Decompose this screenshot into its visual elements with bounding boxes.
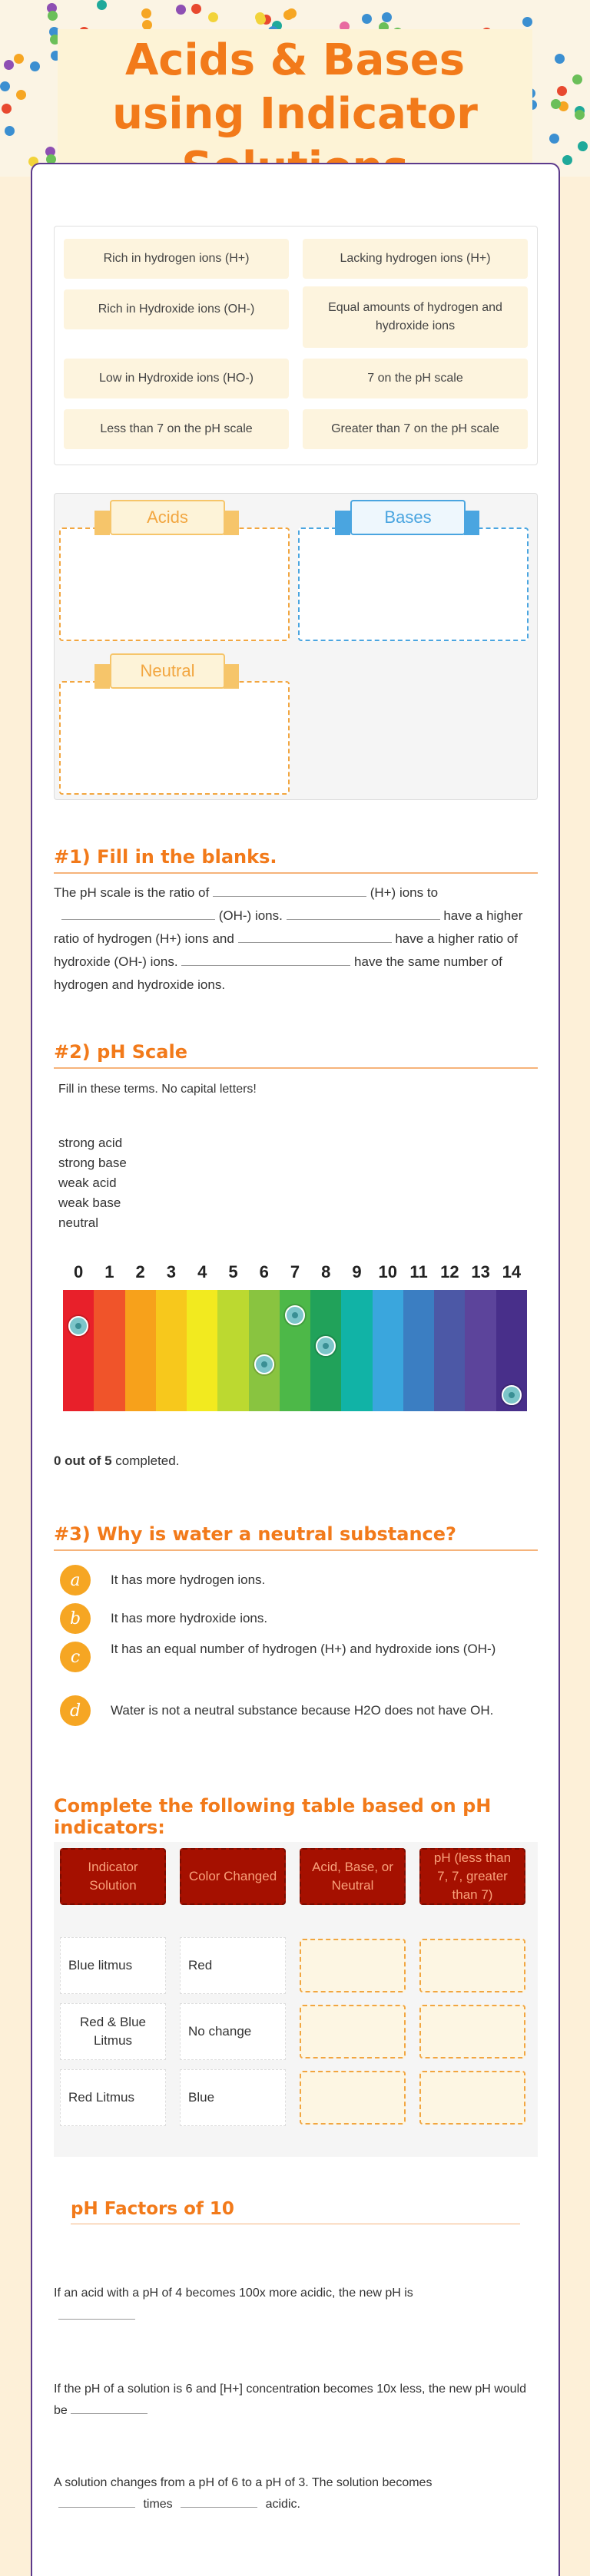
confetti-dot [141, 8, 151, 18]
table-drop-cell[interactable] [419, 2005, 525, 2058]
option-badge: b [60, 1603, 91, 1634]
q1-text: (OH-) ions. [218, 908, 283, 923]
scale-number: 1 [104, 1262, 114, 1281]
q5-text: If an acid with a pH of 4 becomes 100x more acidic, the new pH is [54, 2287, 413, 2300]
scale-segment[interactable] [187, 1290, 218, 1411]
acids-ribbon [94, 500, 240, 538]
q1-blank-2[interactable] [61, 906, 215, 920]
scale-segment[interactable] [125, 1290, 157, 1411]
q4-title: Complete the following table based on pH indicators: [54, 1795, 538, 1844]
term-item[interactable]: weak base [58, 1195, 121, 1210]
q2-score-suffix: completed. [111, 1453, 180, 1468]
scale-number: 9 [352, 1262, 362, 1281]
q5-question-3 [54, 2472, 538, 2515]
q1-blank-1[interactable] [213, 883, 366, 897]
table-header: Acid, Base, or Neutral [300, 1848, 406, 1905]
scale-segment[interactable] [249, 1290, 280, 1411]
term-item[interactable]: weak acid [58, 1176, 117, 1190]
ph-scale [63, 1262, 527, 1431]
confetti-dot [551, 99, 561, 109]
bases-label: Bases [350, 500, 466, 535]
sort-buckets [54, 493, 538, 800]
sort-card[interactable]: 7 on the pH scale [303, 359, 528, 398]
drop-target-marker[interactable] [254, 1354, 274, 1374]
table-drop-cell[interactable] [300, 2071, 406, 2125]
scale-number: 4 [197, 1262, 207, 1281]
term-item[interactable]: strong acid [58, 1136, 123, 1150]
q3-title: #3) Why is water a neutral substance? [54, 1523, 538, 1551]
q1-text: have a higher ratio of hydroxide (OH-) ions. [54, 931, 519, 969]
q1-title: #1) Fill in the blanks. [54, 846, 538, 874]
option-text: Water is not a neutral substance because H2O does not have OH. [111, 1703, 494, 1718]
neutral-label: Neutral [110, 653, 225, 689]
table-cell: Red Litmus [60, 2069, 166, 2126]
confetti-dot [572, 74, 582, 84]
confetti-dot [208, 12, 218, 22]
option-text: It has more hydrogen ions. [111, 1572, 266, 1587]
q2-score [54, 1450, 538, 1473]
confetti-dot [2, 104, 12, 114]
table-cell: Blue [180, 2069, 286, 2126]
q5-question-1 [54, 2282, 538, 2328]
confetti-dot [5, 126, 15, 136]
confetti-dot [557, 86, 567, 96]
confetti-dot [16, 90, 26, 100]
confetti-dot [575, 110, 585, 120]
bases-ribbon [335, 500, 481, 538]
sort-card[interactable]: Rich in Hydroxide ions (OH-) [64, 289, 289, 329]
table-header: pH (less than 7, 7, greater than 7) [419, 1848, 525, 1905]
option-badge: c [60, 1642, 91, 1672]
q3-options [54, 1563, 545, 1740]
table-drop-cell[interactable] [300, 1939, 406, 1992]
q1-text: have a higher ratio of hydrogen (H+) ions and [54, 908, 523, 946]
scale-segment[interactable] [94, 1290, 125, 1411]
sort-card[interactable]: Less than 7 on the pH scale [64, 409, 289, 449]
confetti-dot [48, 11, 58, 21]
confetti-dot [0, 81, 10, 91]
table-cell: Blue litmus [60, 1937, 166, 1994]
confetti-dot [578, 141, 588, 151]
scale-number: 3 [166, 1262, 177, 1281]
acids-label: Acids [110, 500, 225, 535]
table-cell: No change [180, 2003, 286, 2060]
bases-drop-zone[interactable] [298, 527, 529, 641]
q3-option-b[interactable] [60, 1602, 552, 1635]
scale-number: 0 [74, 1262, 84, 1281]
scale-segment[interactable] [403, 1290, 435, 1411]
q1-blank-5[interactable] [181, 952, 350, 966]
q3-option-d[interactable] [60, 1694, 552, 1728]
confetti-dot [555, 54, 565, 64]
term-item[interactable]: strong base [58, 1156, 127, 1170]
option-text: It has an equal number of hydrogen (H+) and hydroxide ions (OH-) [111, 1642, 496, 1656]
scale-segment[interactable] [341, 1290, 373, 1411]
sort-card[interactable]: Low in Hydroxide ions (HO-) [64, 359, 289, 398]
q1-blank-4[interactable] [238, 929, 392, 943]
q3-option-c[interactable] [60, 1640, 552, 1686]
indicator-table [54, 1842, 538, 2157]
confetti-dot [562, 155, 572, 165]
table-cell: Red [180, 1937, 286, 1994]
scale-segment[interactable] [217, 1290, 249, 1411]
neutral-ribbon [94, 653, 240, 692]
q1-text: have the same number of hydrogen and hydroxide ions. [54, 954, 502, 992]
neutral-drop-zone[interactable] [59, 681, 290, 795]
q5-title: pH Factors of 10 [71, 2199, 520, 2224]
scale-number: 8 [321, 1262, 331, 1281]
q5-text: A solution changes from a pH of 6 to a pH of 3. The solution becomes [54, 2476, 433, 2489]
confetti-dot [255, 12, 265, 22]
table-cell: Red & Blue Litmus [60, 2003, 166, 2060]
scale-segment[interactable] [63, 1290, 94, 1411]
q3-option-a[interactable] [60, 1563, 552, 1597]
q5-blank-2[interactable] [71, 2400, 148, 2414]
worksheet [31, 163, 560, 2576]
q5-blank-4[interactable] [181, 2494, 257, 2508]
sort-card[interactable]: Equal amounts of hydrogen and hydroxide ions [303, 286, 528, 348]
q1-paragraph [54, 881, 538, 997]
drop-target-marker[interactable] [502, 1385, 522, 1405]
scale-number: 2 [135, 1262, 145, 1281]
scale-number: 10 [378, 1262, 398, 1281]
q5-question-2 [54, 2379, 538, 2422]
sort-card[interactable]: Lacking hydrogen ions (H+) [303, 239, 528, 279]
term-item[interactable]: neutral [58, 1215, 98, 1230]
table-drop-cell[interactable] [300, 2005, 406, 2058]
q1-blank-3[interactable] [287, 906, 440, 920]
option-badge: a [60, 1565, 91, 1596]
sort-card[interactable]: Rich in hydrogen ions (H+) [64, 239, 289, 279]
scale-number: 5 [228, 1262, 238, 1281]
scale-number: 11 [409, 1262, 428, 1281]
sort-card[interactable]: Greater than 7 on the pH scale [303, 409, 528, 449]
scale-number: 6 [259, 1262, 269, 1281]
q2-title: #2) pH Scale [54, 1041, 538, 1069]
confetti-dot [97, 0, 107, 10]
scale-number: 12 [440, 1262, 459, 1281]
confetti-dot [283, 10, 293, 20]
scale-segment[interactable] [434, 1290, 466, 1411]
confetti-dot [176, 5, 186, 15]
q5-blank-3[interactable] [58, 2494, 135, 2508]
confetti-dot [382, 12, 392, 22]
page-title: Acids & Bases using Indicator [112, 35, 478, 139]
scale-number: 14 [502, 1262, 522, 1281]
table-drop-cell[interactable] [419, 1939, 525, 1992]
confetti-dot [549, 134, 559, 144]
confetti-dot [14, 54, 24, 64]
q5-text: If the pH of a solution is 6 and [H+] concentration becomes 10x less, the new pH would be [54, 2383, 527, 2417]
table-header: Indicator Solution [60, 1848, 166, 1905]
q5-blank-1[interactable] [58, 2306, 135, 2320]
q1-text: (H+) ions to [370, 885, 439, 900]
option-text: It has more hydroxide ions. [111, 1611, 268, 1625]
confetti-dot [30, 61, 40, 71]
scale-segment[interactable] [465, 1290, 496, 1411]
scale-segment[interactable] [373, 1290, 404, 1411]
title-banner [58, 29, 532, 167]
q2-term-bank [58, 1133, 127, 1233]
table-header: Color Changed [180, 1848, 286, 1905]
scale-number: 13 [471, 1262, 490, 1281]
scale-segment[interactable] [156, 1290, 187, 1411]
drop-target-marker[interactable] [285, 1305, 305, 1325]
table-drop-cell[interactable] [419, 2071, 525, 2125]
drop-target-marker[interactable] [68, 1316, 88, 1336]
confetti-dot [362, 14, 372, 24]
acids-drop-zone[interactable] [59, 527, 290, 641]
option-badge: d [60, 1695, 91, 1726]
confetti-dot [522, 17, 532, 27]
q1-text: The pH scale is the ratio of [54, 885, 210, 900]
q5-text: acidic. [265, 2498, 300, 2511]
confetti-dot [191, 4, 201, 14]
q5-text: times [143, 2498, 173, 2511]
q2-score-count: 0 out of 5 [54, 1453, 112, 1468]
scale-number: 7 [290, 1262, 300, 1281]
sort-cards-tray [54, 226, 538, 465]
confetti-dot [4, 60, 14, 70]
q2-instruction: Fill in these terms. No capital letters! [58, 1083, 257, 1096]
